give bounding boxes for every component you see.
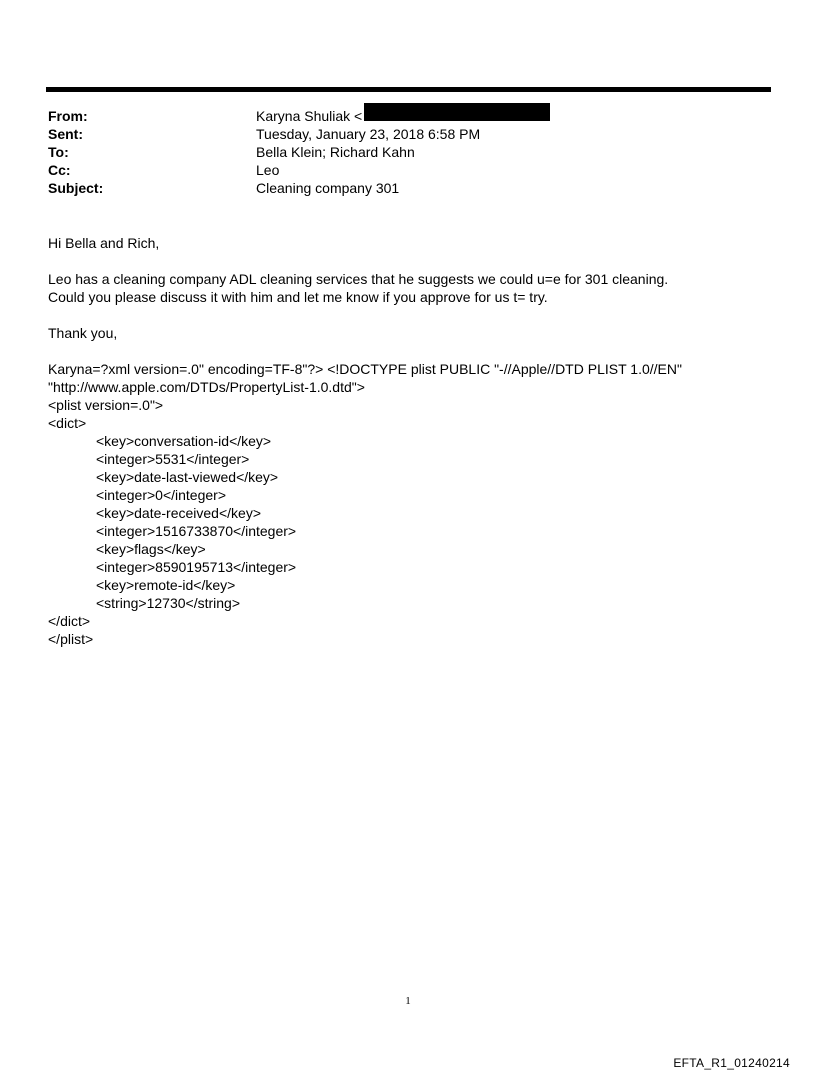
sent-row xyxy=(48,125,550,143)
page-number: 1 xyxy=(405,995,411,1007)
plist-line-3: <plist version=.0"> xyxy=(48,397,164,413)
dict-entry: <integer>5531</integer> xyxy=(96,451,250,467)
closing: Thank you, xyxy=(48,325,118,341)
plist-close: </plist> xyxy=(48,631,94,647)
spacer xyxy=(48,306,768,324)
from-value xyxy=(256,107,550,125)
from-label: From: xyxy=(48,108,88,124)
dict-entry: <key>flags</key> xyxy=(96,541,206,557)
plist-line-4: <dict> xyxy=(48,415,87,431)
sender-name: Karyna Shuliak < xyxy=(256,108,363,124)
greeting: Hi Bella and Rich, xyxy=(48,235,160,251)
to-label: To: xyxy=(48,144,69,160)
from-row xyxy=(48,107,550,125)
dict-entry: <key>conversation-id</key> xyxy=(96,433,272,449)
to-value: Bella Klein; Richard Kahn xyxy=(256,144,415,160)
redaction-box xyxy=(364,103,550,121)
to-row xyxy=(48,143,550,161)
document-id: EFTA_R1_01240214 xyxy=(673,1056,790,1070)
spacer xyxy=(48,342,768,360)
email-body xyxy=(48,234,768,648)
sent-value: Tuesday, January 23, 2018 6:58 PM xyxy=(256,126,481,142)
dict-entry: <integer>1516733870</integer> xyxy=(96,523,297,539)
subject-row xyxy=(48,179,550,197)
cc-label: Cc: xyxy=(48,162,71,178)
dict-entry: <integer>8590195713</integer> xyxy=(96,559,297,575)
body-line-1: Leo has a cleaning company ADL cleaning services that he suggests we could u=e for 301 cleaning. xyxy=(48,271,669,287)
plist-line-1: Karyna=?xml version=.0" encoding=TF-8"?> <!DOCTYPE plist PUBLIC "-//Apple//DTD PLIST 1.0//EN" xyxy=(48,361,682,377)
sent-label: Sent: xyxy=(48,126,83,142)
subject-label: Subject: xyxy=(48,180,104,196)
plist-close-dict: </dict> xyxy=(48,613,91,629)
dict-entry: <key>date-last-viewed</key> xyxy=(96,469,279,485)
dict-entry: <key>remote-id</key> xyxy=(96,577,236,593)
subject-value: Cleaning company 301 xyxy=(256,180,400,196)
body-line-2: Could you please discuss it with him and let me know if you approve for us t= try. xyxy=(48,289,548,305)
cc-value: Leo xyxy=(256,162,280,178)
email-header xyxy=(48,107,550,197)
cc-row xyxy=(48,161,550,179)
header-rule xyxy=(46,87,771,92)
dict-entry: <key>date-received</key> xyxy=(96,505,261,521)
dict-entry: <string>12730</string> xyxy=(96,595,240,611)
spacer xyxy=(48,252,768,270)
plist-line-2: "http://www.apple.com/DTDs/PropertyList-1.0.dtd"> xyxy=(48,379,365,395)
dict-entry: <integer>0</integer> xyxy=(96,487,226,503)
